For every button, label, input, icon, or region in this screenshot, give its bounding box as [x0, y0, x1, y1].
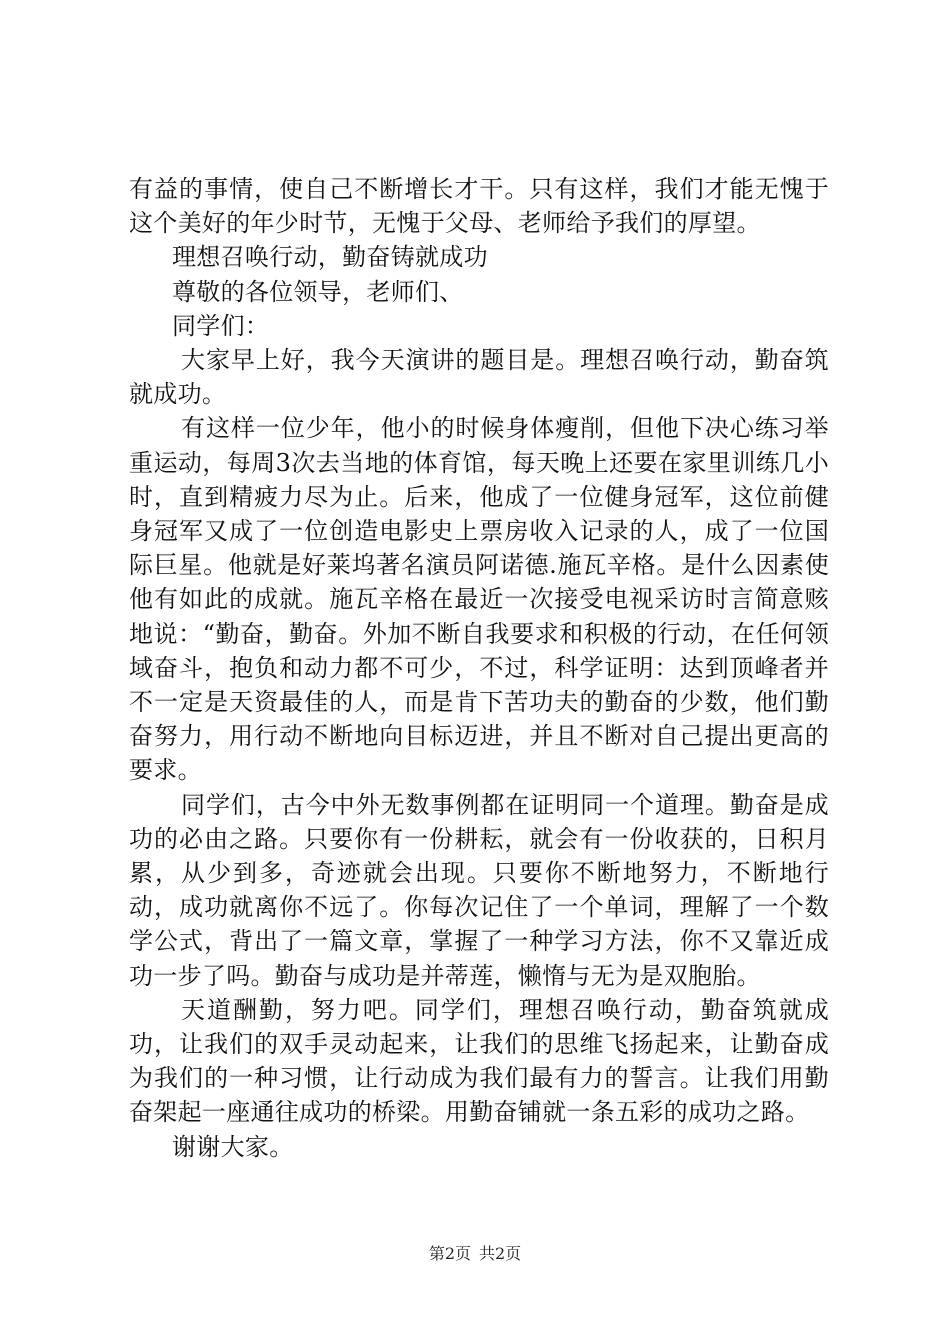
salutation-leaders: 尊敬的各位领导，老师们、 [172, 277, 464, 306]
page-footer [0, 1244, 950, 1264]
paragraph-story: 有这样一位少年，他小的时候身体瘦削，但他下决心练习举重运动，每周3次去当地的体育馆，每天晚上还要在家里训练几小时，直到精疲力尽为止。后来，他成了一位健身冠军，这位前健身冠军又成了一位创造电影史上票房收入记录的人，成了一位国际巨星。他就是好莱坞著名演员阿诺德.施瓦辛格。是什么因素使他有如此的成就。施瓦辛格在最近一次接受电视采访时言简意赅地说：“勤奋，勤奋。外加不断自我要求和积极的行动，在任何领域奋斗，抱负和动力都不可少，不过，科学证明：达到顶峰者并不一定是天资最佳的人，而是肯下苦功夫的勤奋的少数，他们勤奋努力，用行动不断地向目标迈进，并且不断对自己提出更高的要求。 [129, 414, 829, 785]
speech-title: 理想召唤行动，勤奋铸就成功 [172, 243, 488, 272]
paragraph-greeting: 大家早上好，我今天演讲的题目是。理想召唤行动，勤奋筑就成功。 [129, 346, 829, 409]
page-number-current: 第2页 [428, 1244, 471, 1263]
paragraph-continuation: 有益的事情，使自己不断增长才干。只有这样，我们才能无愧于这个美好的年少时节，无愧于父母、老师给予我们的厚望。 [129, 175, 829, 238]
document-body [129, 172, 829, 1164]
page-number-total: 共2页 [479, 1244, 522, 1263]
paragraph-argument: 同学们，古今中外无数事例都在证明同一个道理。勤奋是成功的必由之路。只要你有一份耕耘，就会有一份收获的，日积月累，从少到多，奇迹就会出现。只要你不断地努力，不断地行动，成功就离你不远了。你每次记住了一个单词，理解了一个数学公式，背出了一篇文章，掌握了一种学习方法，你不又靠近成功一步了吗。勤奋与成功是并蒂莲，懒惰与无为是双胞胎。 [129, 790, 829, 990]
paragraph-conclusion: 天道酬勤，努力吧。同学们，理想召唤行动，勤奋筑就成功，让我们的双手灵动起来，让我们的思维飞扬起来，让勤奋成为我们的一种习惯，让行动成为我们最有力的誓言。让我们用勤奋架起一座通往成功的桥梁。用勤奋铺就一条五彩的成功之路。 [129, 995, 829, 1127]
paragraph-thanks: 谢谢大家。 [172, 1132, 294, 1161]
salutation-students: 同学们： [172, 311, 270, 340]
